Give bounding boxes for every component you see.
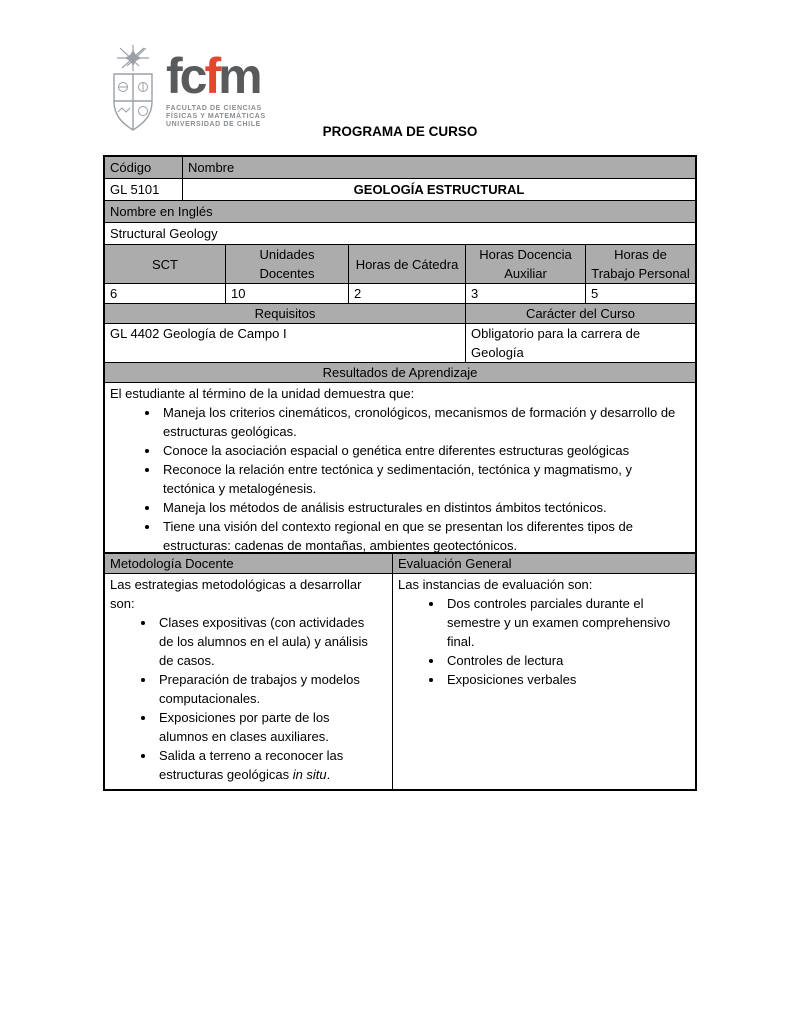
bullet-item [156, 746, 381, 784]
unidades-docentes-value-cell: 10 [225, 284, 348, 303]
horas-docencia-auxiliar-value-cell: 3 [465, 284, 585, 303]
codigo-header-cell: Código [105, 157, 182, 178]
requisitos-value-cell: GL 4402 Geología de Campo I [110, 326, 287, 341]
nombre-ingles-header-cell: Nombre en Inglés [105, 201, 695, 222]
requisitos-header-cell: Requisitos [105, 304, 465, 323]
evaluacion-intro: Las instancias de evaluación son: [398, 577, 593, 592]
university-logo [106, 44, 266, 134]
bullet-item: • Maneja los métodos de análisis estructurales en distintos ámbitos tectónicos. [160, 498, 684, 517]
requisitos-header-row [105, 303, 695, 323]
caracter-value-cell: Obligatorio para la carrera de Geología [465, 324, 695, 362]
bullet-item: • Clases expositivas (con actividades de los alumnos en el aula) y análisis de casos. [156, 613, 381, 670]
faculty-line-1: FACULTAD DE CIENCIAS [166, 105, 262, 112]
document-title: PROGRAMA DE CURSO [322, 124, 478, 139]
resultados-header-row [105, 362, 695, 382]
metodologia-bullet-list [110, 613, 387, 786]
methodology-evaluation-table [103, 552, 697, 791]
nombre-ingles-value-cell: Structural Geology [110, 226, 218, 241]
bullet-text-period: . [326, 767, 331, 782]
unidades-docentes-header-cell: Unidades Docentes [225, 245, 348, 283]
bullet-item: • Tiene una visión del contexto regional en que se presentan los diferentes tipos de estructuras: cadenas de montañas, ambientes geotectónicos. [160, 517, 684, 555]
bullet-text-italic: in situ [292, 767, 327, 782]
evaluacion-header-cell: Evaluación General [392, 554, 695, 573]
wordmark-fc: fc [166, 48, 205, 104]
bullet-item: • Preparación de trabajos y modelos computacionales. [156, 670, 381, 708]
evaluacion-body-cell [392, 574, 695, 789]
wordmark-m: m [218, 48, 260, 104]
wordmark-red-f: f [204, 48, 219, 104]
horas-trabajo-personal-header-cell: Horas de Trabajo Personal [585, 245, 695, 283]
english-name-header-row [105, 200, 695, 222]
sct-header-cell: SCT [105, 245, 225, 283]
bullet-text: Salida a terreno a reconocer las estructuras geológicas [159, 748, 344, 782]
requisitos-value-row [105, 323, 695, 362]
resultados-body-row [105, 382, 695, 560]
code-name-value-row [105, 178, 695, 200]
methodology-body-row [105, 573, 695, 789]
brand-block [166, 44, 266, 129]
course-name-cell: GEOLOGÍA ESTRUCTURAL [182, 179, 695, 200]
credit-value-row [105, 283, 695, 303]
credit-header-row [105, 244, 695, 283]
course-info-table [103, 155, 697, 562]
codigo-value-cell: GL 5101 [110, 182, 160, 197]
faculty-line-3: UNIVERSIDAD DE CHILE [166, 121, 261, 128]
bullet-item: • Conoce la asociación espacial o genética entre diferentes estructuras geológicas [160, 441, 684, 460]
resultados-header-cell: Resultados de Aprendizaje [105, 363, 695, 382]
bullet-item: • Controles de lectura [444, 651, 684, 670]
horas-trabajo-personal-value-cell: 5 [585, 284, 695, 303]
metodologia-intro: Las estrategias metodológicas a desarrollar son: [110, 577, 362, 611]
bullet-item: • Maneja los criterios cinemáticos, cronológicos, mecanismos de formación y desarrollo de estructuras geológicas. [160, 403, 684, 441]
horas-catedra-header-cell: Horas de Cátedra [348, 245, 465, 283]
metodologia-body-cell [105, 574, 392, 789]
resultados-intro: El estudiante al término de la unidad demuestra que: [110, 386, 415, 401]
code-name-header-row [105, 157, 695, 178]
university-crest-icon [106, 44, 160, 134]
sct-value-cell: 6 [110, 286, 118, 301]
faculty-line-2: FÍSICAS Y MATEMÁTICAS [166, 113, 266, 120]
caracter-header-cell: Carácter del Curso [465, 304, 695, 323]
resultados-body-cell [105, 383, 695, 560]
horas-docencia-auxiliar-header-cell: Horas Docencia Auxiliar [465, 245, 585, 283]
resultados-bullet-list [110, 403, 690, 557]
bullet-item: • Exposiciones verbales [444, 670, 684, 689]
english-name-value-row [105, 222, 695, 244]
methodology-header-row [105, 554, 695, 573]
horas-catedra-value-cell: 2 [348, 284, 465, 303]
fcfm-wordmark [166, 48, 266, 104]
metodologia-header-cell: Metodología Docente [105, 554, 392, 573]
bullet-item: • Dos controles parciales durante el semestre y un examen comprehensivo final. [444, 594, 684, 651]
bullet-item: • Exposiciones por parte de los alumnos en clases auxiliares. [156, 708, 381, 746]
bullet-item: • Reconoce la relación entre tectónica y sedimentación, tectónica y magmatismo, y tectónica y metalogénesis. [160, 460, 684, 498]
nombre-header-cell: Nombre [182, 157, 695, 178]
evaluacion-bullet-list [398, 594, 690, 691]
